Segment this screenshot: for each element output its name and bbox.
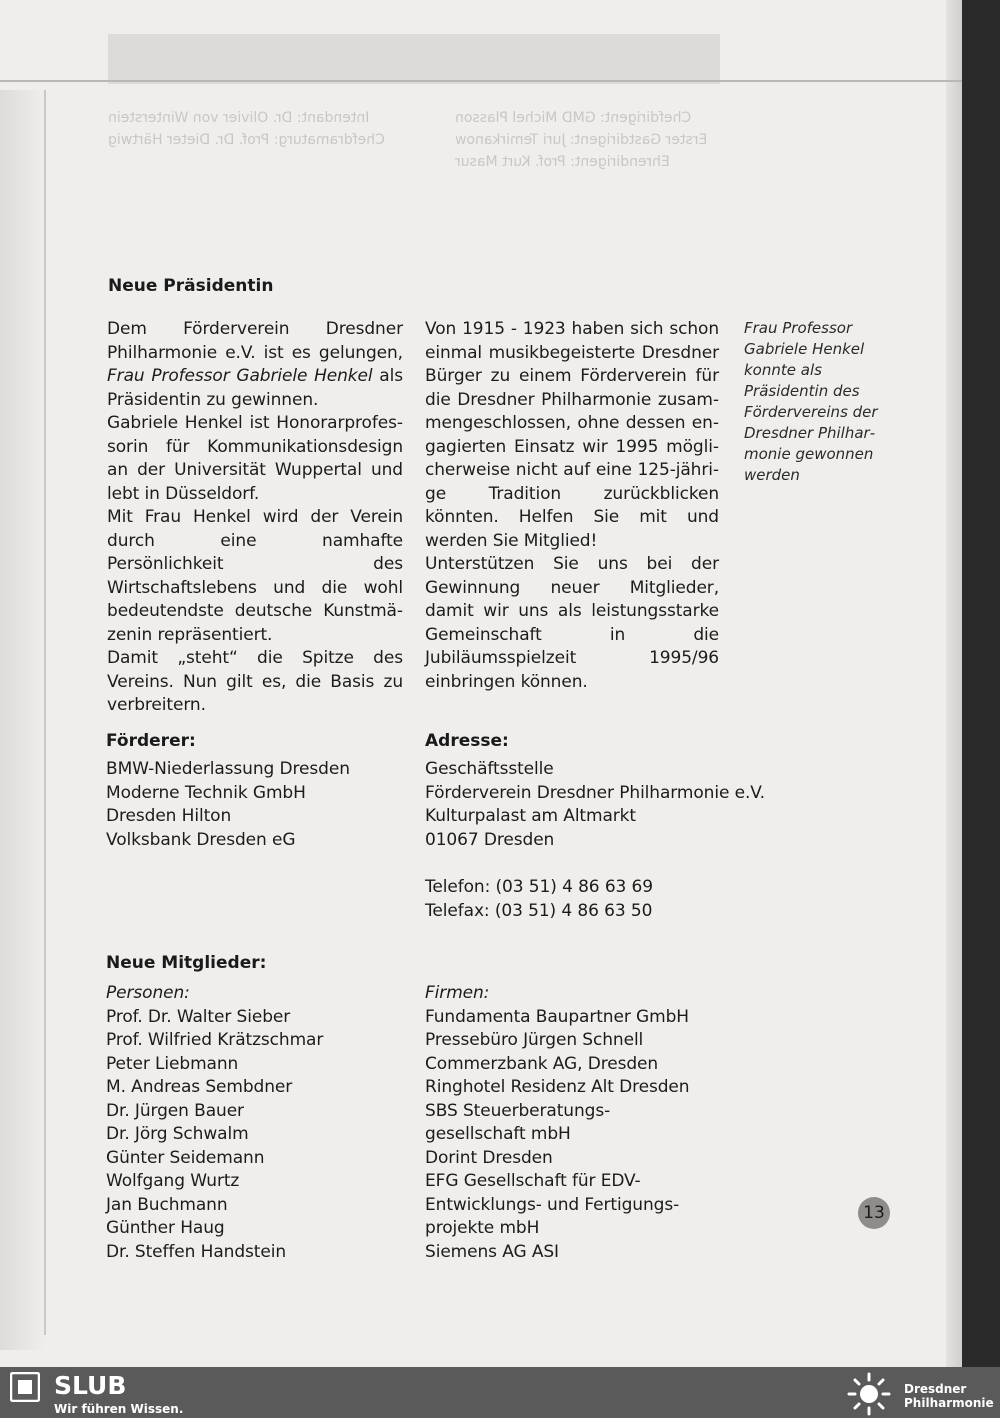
firmen-list	[425, 982, 745, 1264]
list-item: Moderne Technik GmbH	[106, 782, 306, 803]
bleed-text: Chefdramaturg: Prof. Dr. Dieter Härtwig	[108, 132, 385, 148]
list-item: Prof. Dr. Walter Sieber	[106, 1006, 291, 1027]
list-item: Dr. Steffen Handstein	[106, 1241, 286, 1262]
address-block	[425, 758, 785, 852]
bleed-through-header-band	[108, 34, 720, 84]
address-line: Kulturpalast am Altmarkt	[425, 806, 636, 826]
list-item: Siemens AG ASI	[425, 1241, 559, 1262]
address-line: Förderverein Dresdner Philharmonie e.V.	[425, 782, 765, 803]
slub-name[interactable]: SLUB	[54, 1371, 127, 1400]
philharmonie-name-line-2: Philharmonie	[904, 1396, 994, 1410]
section-heading-neue-praesidentin: Neue Präsidentin	[108, 276, 274, 296]
praesidentin-column-1	[107, 318, 403, 718]
list-item: Dresden Hilton	[106, 806, 232, 826]
list-item: Jan Buchmann	[106, 1194, 228, 1215]
contact-block	[425, 876, 785, 923]
list-item: Peter Liebmann	[106, 1053, 239, 1074]
praesidentin-paragraph-4: Damit „steht“ die Spitze des Vereins. Nun gilt es, die Basis zu verbreitern.	[107, 648, 403, 715]
list-item: Dr. Jürgen Bauer	[106, 1100, 244, 1121]
paragraph-text: Dem Förderverein Dresdner Philharmonie e.V. ist es gelungen,	[107, 319, 403, 363]
list-item: Commerzbank AG, Dresden	[425, 1053, 659, 1074]
personen-label: Personen:	[106, 983, 190, 1003]
binding-gutter	[0, 90, 46, 1350]
foerderer-list	[106, 758, 406, 852]
list-item: Günter Seidemann	[106, 1147, 265, 1168]
list-item: Günther Haug	[106, 1218, 225, 1238]
list-item: Pressebüro Jürgen Schnell	[425, 1030, 644, 1050]
telefax: Telefax: (03 51) 4 86 63 50	[425, 900, 653, 921]
list-item: projekte mbH	[425, 1218, 540, 1238]
philharmonie-name-line-1: Dresdner	[904, 1382, 967, 1396]
praesidentin-name: Frau Professor Gabriele Henkel	[107, 366, 373, 386]
bleed-text: Chefdirigent: GMD Michel Plasson	[455, 110, 692, 126]
personen-list	[106, 982, 406, 1264]
photo-caption: Frau Professor Gabriele Henkel konnte als Präsidentin des Fördervereins der Dresdner Philharmonie gewonnen werden	[744, 319, 878, 484]
list-item: Dorint Dresden	[425, 1147, 553, 1168]
list-item: Fundamenta Baupartner GmbH	[425, 1006, 689, 1027]
page-edge-shadow	[946, 0, 962, 1367]
section-heading-neue-mitglieder: Neue Mitglieder:	[106, 953, 267, 973]
section-heading-adresse: Adresse:	[425, 731, 509, 751]
address-line: Geschäftsstelle	[425, 759, 554, 779]
list-item: Prof. Wilfried Krätzschmar	[106, 1030, 324, 1050]
firmen-label: Firmen:	[425, 983, 490, 1003]
page-number-badge: 13	[858, 1197, 890, 1229]
bleed-text: Ehrendirigent: Prof. Kurt Masur	[455, 154, 670, 170]
list-item: EFG Gesellschaft für EDV-	[425, 1171, 641, 1191]
address-line: 01067 Dresden	[425, 829, 555, 850]
section-heading-foerderer: Förderer:	[106, 731, 196, 751]
bleed-text: Intendant: Dr. Olivier von Winterstein	[108, 110, 370, 126]
list-item: Dr. Jörg Schwalm	[106, 1124, 249, 1144]
praesidentin-paragraph-1	[107, 318, 403, 412]
list-item: BMW-Niederlassung Dresden	[106, 759, 350, 779]
praesidentin-column-2	[425, 318, 719, 694]
praesidentin-paragraph-3: Mit Frau Henkel wird der Verein durch eine namhafte Persönlichkeit des Wirtschaftslebens und die wohl bedeutendste deutsche Kunstmäzenin repräsentiert.	[107, 507, 403, 645]
list-item: gesellschaft mbH	[425, 1124, 571, 1144]
page-fold-line	[0, 80, 962, 82]
list-item: Wolfgang Wurtz	[106, 1171, 240, 1191]
list-item: SBS Steuerberatungs-	[425, 1100, 611, 1121]
praesidentin-paragraph-2: Gabriele Henkel ist Honorarprofessorin für Kommunikationsdesign an der Universität Wuppertal und lebt in Düsseldorf.	[107, 413, 403, 504]
list-item: Entwicklungs- und Fertigungs-	[425, 1194, 680, 1215]
slub-tagline: Wir führen Wissen.	[54, 1402, 184, 1416]
telefon: Telefon: (03 51) 4 86 63 69	[425, 877, 653, 897]
slub-logo-icon[interactable]	[10, 1372, 40, 1402]
paragraph-text: als Präsidentin zu gewinnen.	[107, 366, 403, 410]
appeal-paragraph: Unterstützen Sie uns bei der Gewinnung neuer Mitglieder, damit wir uns als leistungsstarke Gemeinschaft in die Jubiläumsspielzeit 1995/96 einbringen können.	[425, 554, 719, 692]
binding-fold	[44, 90, 46, 1335]
bleed-text: Erster Gastdirigent: Juri Temirkanow	[455, 132, 708, 148]
philharmonie-name[interactable]	[904, 1382, 994, 1410]
list-item: M. Andreas Sembdner	[106, 1077, 293, 1097]
list-item: Ringhotel Residenz Alt Dresden	[425, 1077, 690, 1097]
history-paragraph: Von 1915 - 1923 haben sich schon einmal musikbegeisterte Dresdner Bürger zu einem Förderverein für die Dresdner Philharmonie zusammengeschlossen, ohne dessen engagierten Einsatz wir 1995 möglicherweise nicht auf eine 125-jährige Tradition zurückblicken könnten. Helfen Sie mit und werden Sie Mitglied!	[425, 319, 719, 551]
list-item: Volksbank Dresden eG	[106, 829, 296, 850]
philharmonie-logo-icon[interactable]	[843, 1371, 895, 1417]
